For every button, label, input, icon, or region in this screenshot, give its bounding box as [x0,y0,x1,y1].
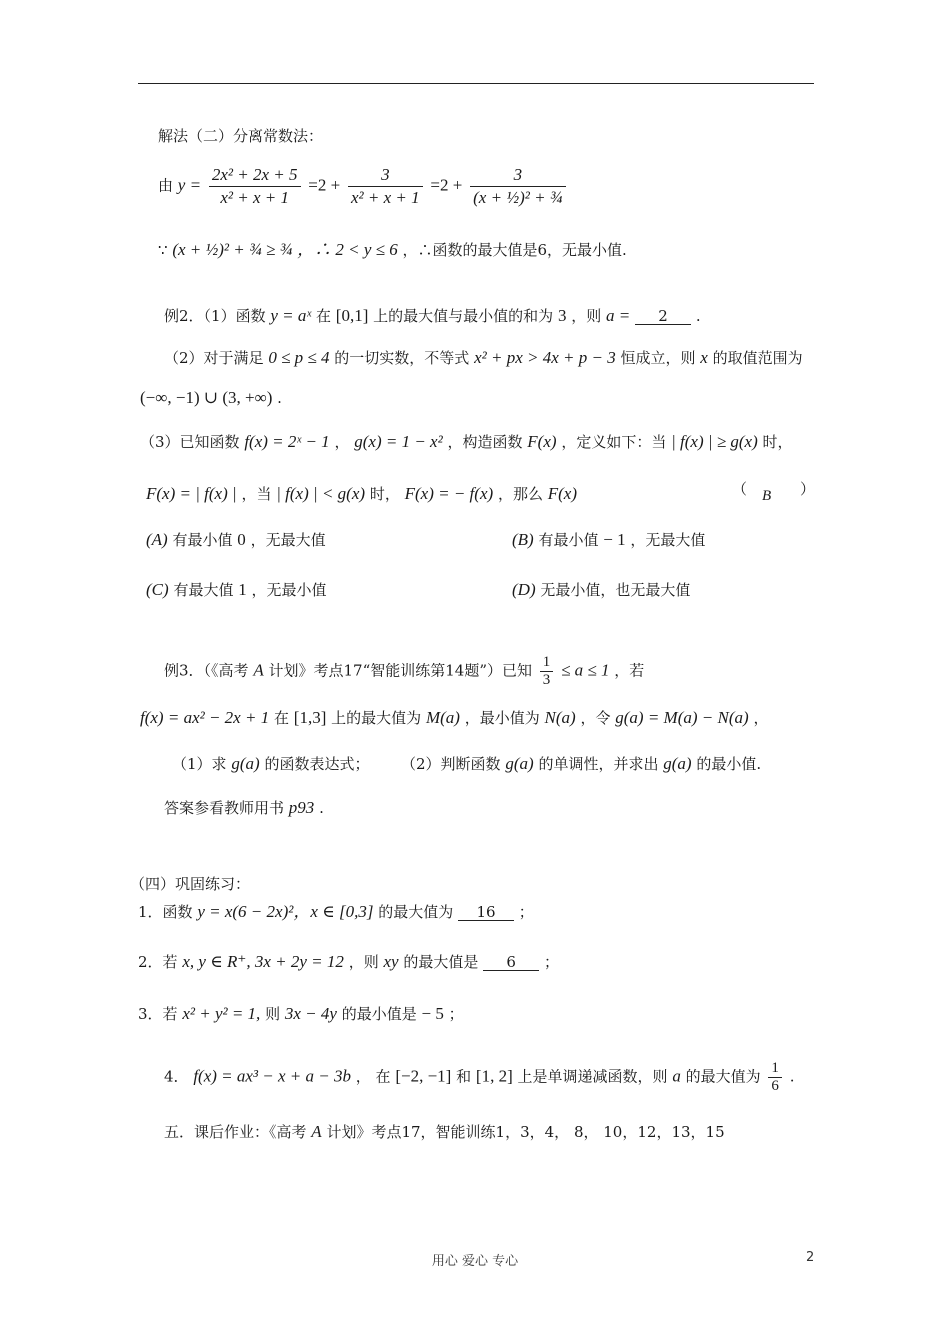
page-footer: 用心 爱心 专心 [431,1254,519,1269]
practice-item-4: 4． f(x) = ax³ − x + a − 3b ， 在 [−2, −1] 和 [1, 2] 上是单调递减函数，则 a 的最大值为 $\frac{1}{6}$ . [164,1060,795,1094]
example3-reference: 答案参看教师用书 p93 . [164,798,324,817]
page-number: 2 [806,1250,815,1265]
fraction-1: $\frac{\text{2x² + 2x + 5}}{\text{x² + x + 1}}$ [209,164,301,209]
header-rule [138,83,814,84]
option-b: (B) 有最小值 − 1 ，无最大值 [512,530,706,549]
practice-heading: （四）巩固练习： [130,875,251,893]
homework-line: 五．课后作业：《高考 A 计划》考点17，智能训练1，3，4， 8， 10，12，13，15 [164,1122,725,1141]
practice-item-1: 1．函数 y = x(6 − 2x)²，x ∈ [0,3] 的最大值为 16 ； [138,902,534,921]
method2-heading: 解法（二）分离常数法： [158,127,324,145]
answer-blank: 6 [483,954,539,971]
method2-conclusion: ∵ (x + ½)² + ¾ ≥ ¾ ，∴ 2 < y ≤ 6 ，∴函数的最大值是6，无最小值. [158,240,627,259]
answer-blank: 2 [635,308,691,325]
example3-line1: 例3．（《高考 A 计划》考点17“智能训练第14题”）已知 $\frac{1}{3}$ ≤ a ≤ 1 ，若 [164,654,645,688]
answer-open-paren: （ [732,480,748,498]
example3-fraction: $\frac{1}{3}$ [540,654,554,689]
option-d: (D) 无最小值，也无最大值 [512,580,691,599]
answer-choice: B [762,488,772,504]
example2-part3-line2: F(x) = | f(x) | ，当 | f(x) | < g(x) 时， F(x) = − f(x) ，那么 F(x) [146,484,577,503]
practice-4-fraction: $\frac{1}{6}$ [768,1060,782,1095]
example3-line2: f(x) = ax² − 2x + 1 在 [1,3] 上的最大值为 M(a) ，最小值为 N(a) ，令 g(a) = M(a) − N(a) ， [140,708,769,727]
practice-item-2: 2．若 x, y ∈ R⁺, 3x + 2y = 12 ，则 xy 的最大值是 6 ； [138,952,559,971]
answer-close-paren: ） [800,480,816,498]
example3-questions: （1）求 g(a) 的函数表达式； （2）判断函数 g(a) 的单调性，并求出 g(a) 的最小值. [172,754,762,773]
fraction-3: $\frac{3}{\text{(x + ½)² + ¾}}$ [470,164,565,209]
option-a: (A) 有最小值 0 ，无最大值 [146,530,326,549]
example2-part1: 例2．（1）函数 y = aˣ 在 [0,1] 上的最大值与最小值的和为 3 ，则 a = 2 . [164,306,701,325]
option-c: (C) 有最大值 1 ，无最小值 [146,580,327,599]
example2-part3-line1: （3）已知函数 f(x) = 2ˣ − 1 ， g(x) = 1 − x² ，构造函数 F(x) ，定义如下：当 | f(x) | ≥ g(x) 时， [140,432,793,451]
answer-blank: 16 [458,904,514,921]
example2-part2-answer: (−∞, −1) ∪ (3, +∞) . [140,388,282,407]
example2-part2: （2）对于满足 0 ≤ p ≤ 4 的一切实数，不等式 x² + px > 4x + p − 3 恒成立，则 x 的取值范围为 [164,348,803,367]
practice-item-3: 3．若 x² + y² = 1, 则 3x − 4y 的最小值是 − 5 ； [138,1004,464,1023]
fraction-2: $\frac{3}{\text{x² + x + 1}}$ [348,164,423,209]
method2-equation: 由 y = $\frac{\text{2x² + 2x + 5}}{\text{x² + x + 1}}$ =2 + $\frac{3}{\text{x² + x + 1}}$ =2 + $\frac{3}{\text{(x + ½)² + ¾}}$ [158,164,569,209]
